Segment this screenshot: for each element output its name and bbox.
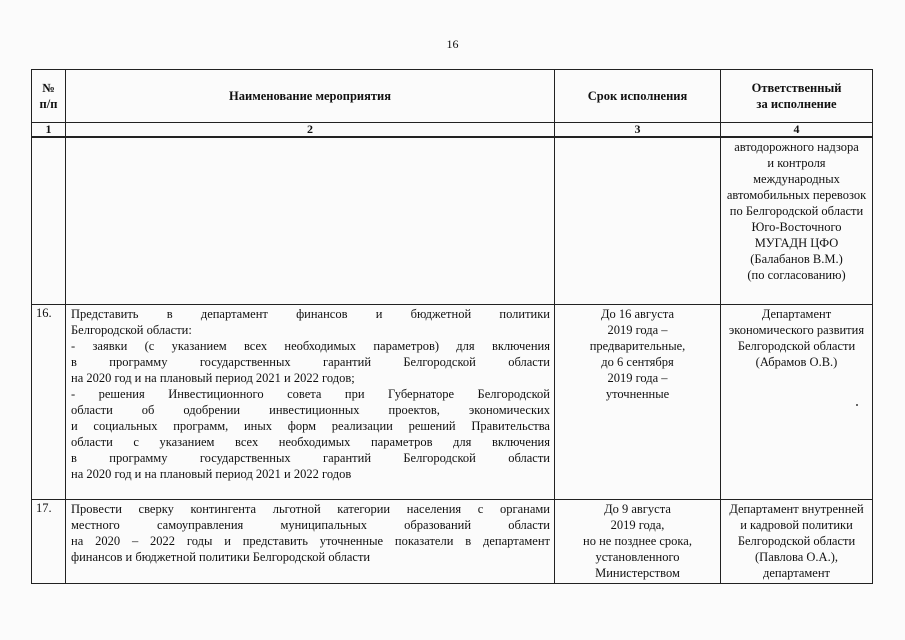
- events-table: [31, 69, 873, 584]
- term-line: но не позднее срока,: [583, 534, 692, 548]
- continuation-row: [32, 137, 873, 305]
- resp-line: Департамент: [761, 307, 832, 321]
- desc-line: в программу государственных гарантий Белгородской области: [71, 451, 550, 465]
- header-num: [32, 70, 66, 123]
- column-index: 2: [66, 123, 555, 138]
- cell-desc: [66, 137, 555, 305]
- row-term: [555, 305, 721, 500]
- desc-line: в программу государственных гарантий Белгородской области: [71, 355, 550, 369]
- table-row: [32, 305, 873, 500]
- term-line: 2019 года –: [607, 323, 668, 337]
- row-description: [66, 500, 555, 584]
- resp-line: экономического развития: [728, 323, 865, 337]
- row-responsible: [721, 305, 873, 500]
- resp-line: (Балабанов В.М.): [750, 252, 843, 266]
- desc-line: и социальных программ, иных форм реализации решений Правительства: [71, 419, 550, 433]
- term-line: Министерством: [595, 566, 680, 580]
- header-name: Наименование мероприятия: [66, 70, 555, 123]
- desc-line: финансов и бюджетной политики Белгородской области: [71, 550, 371, 564]
- term-line: установленного: [595, 550, 680, 564]
- term-line: 2019 года –: [607, 371, 668, 385]
- term-line: 2019 года,: [610, 518, 665, 532]
- column-index: 1: [32, 123, 66, 138]
- resp-line: Департамент внутренней: [729, 502, 864, 516]
- resp-line: департамент: [762, 566, 830, 580]
- desc-line: - решения Инвестиционного совета при Губернаторе Белгородской: [71, 387, 550, 401]
- column-index: 3: [555, 123, 721, 138]
- desc-line: на 2020 – 2022 годы и представить уточненные показатели в департамент: [71, 534, 550, 548]
- column-index: 4: [721, 123, 873, 138]
- header-num-line: №: [42, 81, 55, 95]
- row-description: [66, 305, 555, 500]
- term-line: предварительные,: [589, 339, 686, 353]
- resp-line: и кадровой политики: [740, 518, 853, 532]
- header-resp-line: за исполнение: [756, 97, 837, 111]
- resp-line: Юго-Восточного: [751, 220, 842, 234]
- desc-line: области с указанием всех необходимых параметров для включения: [71, 435, 550, 449]
- resp-line: Белгородской области: [737, 339, 856, 353]
- desc-line: - заявки (с указанием всех необходимых параметров) для включения: [71, 339, 550, 353]
- resp-line: МУГАДН ЦФО: [754, 236, 839, 250]
- cell-num: [32, 137, 66, 305]
- cell-resp: [721, 137, 873, 305]
- resp-line: (по согласованию): [747, 268, 846, 282]
- desc-line: на 2020 год и на плановый период 2021 и 2022 годов;: [71, 371, 355, 385]
- row-responsible: [721, 500, 873, 584]
- column-index-row: [32, 123, 873, 138]
- desc-line: местного самоуправления муниципальных образований области: [71, 518, 550, 532]
- scan-speck: [856, 404, 858, 406]
- header-term: Срок исполнения: [555, 70, 721, 123]
- header-resp-line: Ответственный: [751, 81, 842, 95]
- resp-line: автомобильных перевозок: [726, 188, 867, 202]
- header-resp: [721, 70, 873, 123]
- header-num-line: п/п: [39, 97, 58, 111]
- table-row: [32, 500, 873, 584]
- desc-line: Провести сверку контингента льготной категории населения с органами: [71, 502, 550, 516]
- header-row: [32, 70, 873, 123]
- resp-line: Белгородской области: [737, 534, 856, 548]
- desc-line: области об одобрении инвестиционных проектов, экономических: [71, 403, 550, 417]
- row-term: [555, 500, 721, 584]
- desc-line: Белгородской области:: [71, 323, 192, 337]
- row-number: 17.: [32, 500, 66, 584]
- resp-line: международных: [753, 172, 840, 186]
- resp-line: (Абрамов О.В.): [755, 355, 838, 369]
- resp-line: (Павлова О.А.),: [755, 550, 838, 564]
- term-line: уточненные: [605, 387, 670, 401]
- term-line: До 9 августа: [604, 502, 671, 516]
- term-line: до 6 сентября: [601, 355, 674, 369]
- desc-line: на 2020 год и на плановый период 2021 и 2022 годов: [71, 467, 352, 481]
- cell-term: [555, 137, 721, 305]
- term-line: До 16 августа: [600, 307, 675, 321]
- page-number: 16: [446, 37, 459, 51]
- row-number: 16.: [32, 305, 66, 500]
- resp-line: автодорожного надзора: [734, 140, 859, 154]
- resp-line: по Белгородской области: [729, 204, 864, 218]
- desc-line: Представить в департамент финансов и бюджетной политики: [71, 307, 550, 321]
- resp-line: и контроля: [767, 156, 826, 170]
